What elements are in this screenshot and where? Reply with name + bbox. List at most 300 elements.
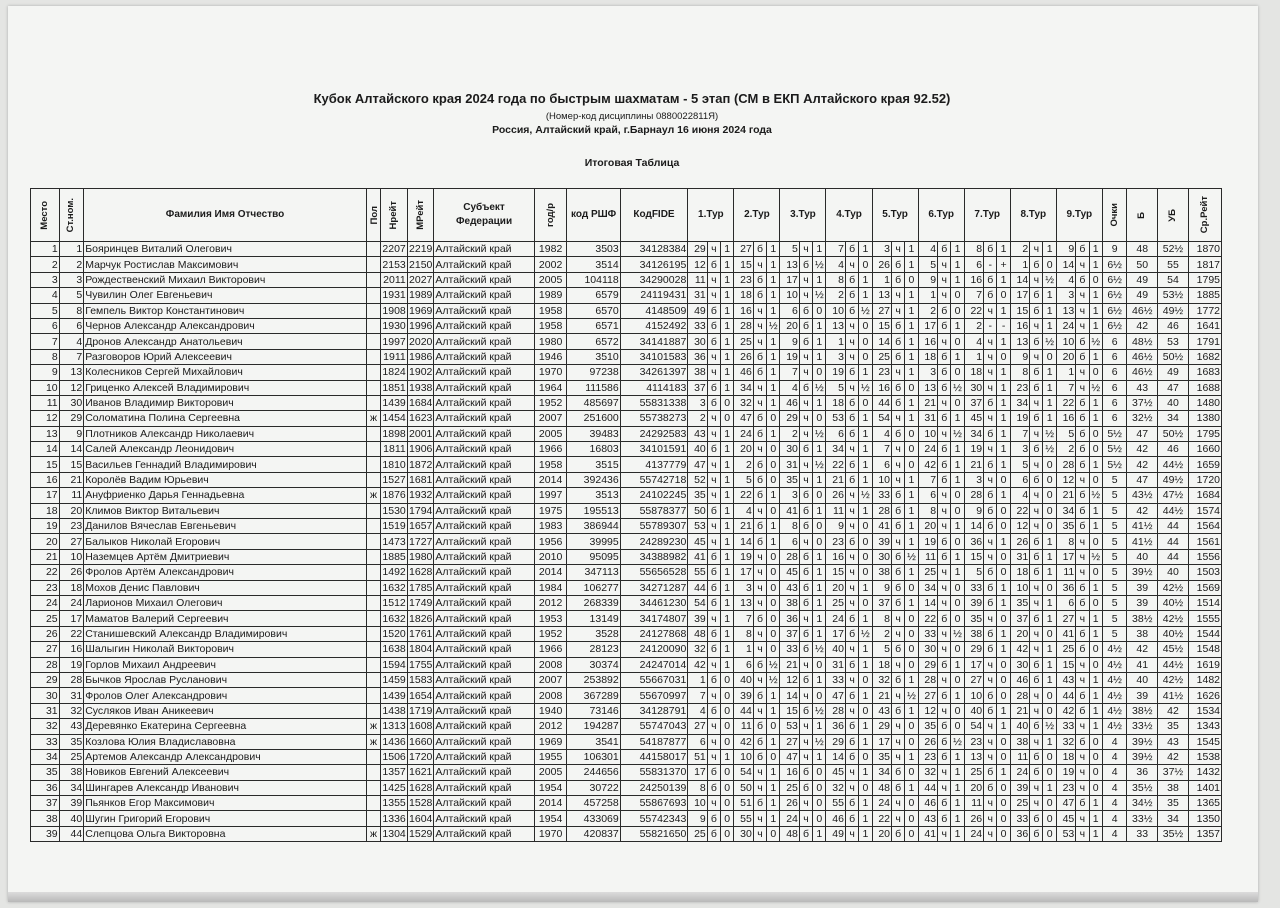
nrating-cell: 1355 — [382, 797, 406, 810]
round-opponent-cell: 34 — [826, 442, 845, 457]
header-start-no: Ст.ном. — [59, 189, 84, 242]
round-result-cell: 1 — [767, 349, 780, 364]
round-result-cell: 1 — [721, 242, 734, 257]
region-cell: Алтайский край — [434, 272, 534, 287]
round-opponent-cell: 25 — [872, 349, 891, 364]
round-color-cell: б — [1030, 472, 1043, 487]
round-result-cell: 0 — [1089, 749, 1102, 764]
round-opponent-cell: 5 — [872, 642, 891, 657]
round-result-cell: ½ — [1043, 442, 1056, 457]
round-opponent-cell: 46 — [1010, 672, 1029, 687]
round-result-cell: 0 — [905, 719, 918, 734]
player-name-cell: Соломатина Полина Сергеевна — [84, 411, 367, 426]
table-row — [31, 811, 1222, 826]
round-result-cell: 0 — [813, 519, 826, 534]
round-opponent-cell: 26 — [780, 796, 799, 811]
round-result-cell: 0 — [1089, 780, 1102, 795]
round-result-cell: 0 — [997, 780, 1010, 795]
place-cell: 9 — [31, 365, 60, 380]
place-cell: 4 — [31, 288, 60, 303]
player-name-cell: Чернов Александр Александрович — [84, 318, 367, 333]
round-color-cell: б — [845, 719, 858, 734]
rcf-code-cell: 3541 — [567, 734, 620, 749]
avg-rating-cell: 1688 — [1188, 380, 1221, 395]
round-opponent-cell: 17 — [1056, 549, 1075, 564]
round-result-cell: 0 — [813, 411, 826, 426]
round-opponent-cell: 17 — [918, 318, 937, 333]
round-opponent-cell: 2 — [872, 626, 891, 641]
round-result-cell: 0 — [997, 611, 1010, 626]
round-color-cell: ч — [1030, 688, 1043, 703]
table-row — [31, 349, 1222, 364]
round-result-cell: 1 — [951, 472, 964, 487]
round-opponent-cell: 27 — [872, 303, 891, 318]
round-result-cell: 0 — [951, 719, 964, 734]
round-color-cell: ч — [1030, 272, 1043, 287]
round-color-cell: б — [799, 703, 812, 718]
round-color-cell: ч — [1076, 380, 1089, 395]
round-opponent-cell: 13 — [1010, 334, 1029, 349]
round-result-cell: 1 — [721, 303, 734, 318]
round-opponent-cell: 18 — [1056, 749, 1075, 764]
birth-year-cell: 1940 — [534, 703, 567, 718]
start-no-cell: 15 — [59, 457, 84, 472]
round-opponent-cell: 44 — [734, 703, 753, 718]
round-result-cell: ½ — [951, 426, 964, 441]
round-result-cell: ½ — [859, 380, 872, 395]
sex-cell — [366, 811, 380, 826]
round-color-cell: б — [845, 426, 858, 441]
round-color-cell: б — [984, 765, 997, 780]
trunc-buchholz-cell: 53½ — [1158, 288, 1189, 303]
trunc-buchholz-cell: 40 — [1158, 565, 1189, 580]
round-result-cell: 0 — [813, 765, 826, 780]
round-opponent-cell: 1 — [1010, 257, 1029, 272]
round-color-cell: б — [1030, 749, 1043, 764]
round-opponent-cell: 17 — [826, 626, 845, 641]
avg-rating-cell: 1772 — [1188, 303, 1221, 318]
points-cell: 5 — [1102, 549, 1127, 564]
player-name-cell: Деревянко Екатерина Сергеевна — [84, 719, 367, 734]
birth-year-cell: 1970 — [534, 365, 567, 380]
round-result-cell: 0 — [905, 765, 918, 780]
nrating-cell: 1810 — [382, 458, 406, 471]
fide-code-cell: 24250139 — [620, 780, 688, 795]
table-row — [31, 642, 1222, 657]
trunc-buchholz-cell: 34 — [1158, 411, 1189, 426]
round-opponent-cell: 44 — [872, 395, 891, 410]
round-result-cell: 1 — [997, 442, 1010, 457]
round-color-cell: ч — [984, 826, 997, 841]
nrating-cell: 1930 — [382, 320, 406, 333]
round-result-cell: 1 — [997, 380, 1010, 395]
region-cell: Алтайский край — [434, 303, 534, 318]
round-result-cell: ½ — [859, 488, 872, 503]
round-result-cell: 0 — [1043, 626, 1056, 641]
round-color-cell: б — [845, 411, 858, 426]
round-result-cell: 1 — [997, 488, 1010, 503]
avg-rating-cell: 1817 — [1188, 257, 1221, 272]
round-color-cell: б — [707, 380, 720, 395]
header-round-4: 4.Тур — [826, 189, 872, 242]
round-result-cell: 0 — [905, 457, 918, 472]
round-result-cell: 1 — [859, 611, 872, 626]
round-result-cell: 0 — [997, 657, 1010, 672]
points-cell: 5½ — [1102, 457, 1127, 472]
fide-code-cell: 24289230 — [620, 534, 688, 549]
buchholz-cell: 36 — [1127, 765, 1158, 780]
round-opponent-cell: 37 — [872, 595, 891, 610]
round-result-cell: 1 — [905, 749, 918, 764]
round-result-cell: 0 — [951, 395, 964, 410]
header-place: Место — [31, 189, 60, 242]
round-color-cell: ч — [753, 642, 766, 657]
round-result-cell: 0 — [1089, 765, 1102, 780]
round-color-cell: ч — [753, 826, 766, 841]
points-cell: 5 — [1102, 565, 1127, 580]
round-result-cell: 0 — [1089, 534, 1102, 549]
birth-year-cell: 2014 — [534, 796, 567, 811]
round-opponent-cell: 16 — [872, 380, 891, 395]
round-opponent-cell: 45 — [826, 765, 845, 780]
round-result-cell: 1 — [997, 595, 1010, 610]
round-result-cell: 0 — [997, 826, 1010, 841]
round-color-cell: б — [753, 611, 766, 626]
page-title: Кубок Алтайского края 2024 года по быстрым шахматам - 5 этап (СМ в ЕКП Алтайского края 92.52) — [313, 91, 951, 106]
round-opponent-cell: 11 — [826, 503, 845, 518]
round-opponent-cell: 20 — [1056, 349, 1075, 364]
player-name-cell: Ануфриенко Дарья Геннадьевна — [84, 488, 367, 503]
start-no-cell: 8 — [59, 303, 84, 318]
buchholz-cell: 32½ — [1127, 411, 1158, 426]
avg-rating-cell: 1564 — [1188, 519, 1221, 534]
round-color-cell: б — [845, 734, 858, 749]
round-opponent-cell: 12 — [1056, 472, 1075, 487]
round-color-cell: б — [892, 380, 905, 395]
round-opponent-cell: 2 — [826, 288, 845, 303]
round-color-cell: б — [707, 765, 720, 780]
round-opponent-cell: 13 — [734, 595, 753, 610]
round-color-cell: б — [753, 688, 766, 703]
nrating-cell: 1439 — [382, 689, 406, 702]
round-result-cell: 0 — [859, 318, 872, 333]
round-opponent-cell: 3 — [734, 580, 753, 595]
rcf-code-cell: 195513 — [567, 503, 620, 518]
round-color-cell: ч — [1076, 365, 1089, 380]
round-opponent-cell: 45 — [1056, 811, 1075, 826]
round-color-cell: б — [799, 549, 812, 564]
round-result-cell: 0 — [859, 257, 872, 272]
round-opponent-cell: 23 — [734, 272, 753, 287]
sex-cell — [366, 457, 380, 472]
round-result-cell: 1 — [721, 349, 734, 364]
player-name-cell: Мохов Денис Павлович — [84, 580, 367, 595]
player-name-cell: Королёв Вадим Юрьевич — [84, 472, 367, 487]
rcf-code-cell: 39483 — [567, 426, 620, 441]
round-opponent-cell: 27 — [1056, 611, 1075, 626]
round-opponent-cell: 21 — [918, 395, 937, 410]
round-opponent-cell: 27 — [918, 688, 937, 703]
round-result-cell: 0 — [951, 703, 964, 718]
round-result-cell: 0 — [1089, 426, 1102, 441]
birth-year-cell: 1956 — [534, 534, 567, 549]
round-color-cell: б — [1030, 257, 1043, 272]
player-name-cell: Салей Александр Леонидович — [84, 442, 367, 457]
table-row — [31, 503, 1222, 518]
table-row — [31, 242, 1222, 257]
header-round-9: 9.Тур — [1056, 189, 1102, 242]
birth-year-cell: 1958 — [534, 318, 567, 333]
round-result-cell: 0 — [997, 734, 1010, 749]
round-color-cell: б — [1076, 595, 1089, 610]
fide-code-cell: 24119431 — [620, 288, 688, 303]
birth-year-cell: 2005 — [534, 272, 567, 287]
header-ub: УБ — [1158, 189, 1189, 242]
round-opponent-cell: 21 — [826, 472, 845, 487]
round-opponent-cell: 35 — [1056, 519, 1075, 534]
round-color-cell: б — [845, 749, 858, 764]
nrating-cell: 1520 — [382, 627, 406, 640]
start-no-cell: 27 — [59, 534, 84, 549]
round-result-cell: ½ — [1089, 549, 1102, 564]
round-result-cell: ½ — [1089, 380, 1102, 395]
round-color-cell: ч — [1076, 719, 1089, 734]
trunc-buchholz-cell: 44 — [1158, 534, 1189, 549]
birth-year-cell: 1966 — [534, 442, 567, 457]
trunc-buchholz-cell: 47½ — [1158, 488, 1189, 503]
round-opponent-cell: 35 — [688, 488, 707, 503]
buchholz-cell: 47 — [1127, 472, 1158, 487]
header-b: Б — [1127, 189, 1158, 242]
round-result-cell: 1 — [997, 719, 1010, 734]
region-cell: Алтайский край — [434, 580, 534, 595]
trunc-buchholz-cell: 52½ — [1158, 242, 1189, 257]
region-cell: Алтайский край — [434, 411, 534, 426]
round-opponent-cell: 44 — [1056, 688, 1075, 703]
nrating-cell: 1336 — [382, 812, 406, 825]
round-opponent-cell: 13 — [918, 380, 937, 395]
round-opponent-cell: 8 — [1056, 534, 1075, 549]
mrating-cell: 1604 — [409, 812, 433, 825]
round-color-cell: ч — [845, 780, 858, 795]
round-opponent-cell: 31 — [688, 288, 707, 303]
round-result-cell: 1 — [721, 472, 734, 487]
round-opponent-cell: 16 — [826, 549, 845, 564]
round-result-cell: 1 — [767, 242, 780, 257]
mrating-cell: 1660 — [409, 735, 433, 748]
nrating-cell: 1898 — [382, 427, 406, 440]
round-opponent-cell: 35 — [872, 749, 891, 764]
round-result-cell: 1 — [951, 272, 964, 287]
round-color-cell: ч — [799, 365, 812, 380]
round-color-cell: б — [753, 242, 766, 257]
player-name-cell: Новиков Евгений Алексеевич — [84, 765, 367, 780]
buchholz-cell: 46½ — [1127, 303, 1158, 318]
round-result-cell: ½ — [767, 672, 780, 687]
nrating-cell: 1530 — [382, 504, 406, 517]
round-opponent-cell: 31 — [780, 457, 799, 472]
round-opponent-cell: 23 — [826, 534, 845, 549]
table-row — [31, 334, 1222, 349]
round-color-cell: б — [938, 811, 951, 826]
round-result-cell: 0 — [813, 365, 826, 380]
points-cell: 4 — [1102, 780, 1127, 795]
birth-year-cell: 2012 — [534, 719, 567, 734]
round-color-cell: ч — [1030, 580, 1043, 595]
round-opponent-cell: 30 — [780, 442, 799, 457]
round-color-cell: ч — [984, 549, 997, 564]
buchholz-cell: 43½ — [1127, 488, 1158, 503]
round-opponent-cell: 4 — [826, 257, 845, 272]
round-result-cell: 1 — [721, 749, 734, 764]
table-row — [31, 257, 1222, 272]
buchholz-cell: 39 — [1127, 580, 1158, 595]
round-opponent-cell: 28 — [872, 503, 891, 518]
round-color-cell: ч — [938, 503, 951, 518]
round-result-cell: 1 — [997, 703, 1010, 718]
round-color-cell: б — [753, 426, 766, 441]
round-result-cell: 1 — [997, 457, 1010, 472]
round-color-cell: б — [799, 488, 812, 503]
round-color-cell: б — [938, 657, 951, 672]
avg-rating-cell: 1538 — [1188, 749, 1221, 764]
round-color-cell: б — [984, 503, 997, 518]
round-result-cell: 0 — [859, 549, 872, 564]
round-opponent-cell: 5 — [826, 380, 845, 395]
round-result-cell: 0 — [1043, 349, 1056, 364]
round-result-cell: 0 — [905, 734, 918, 749]
avg-rating-cell: 1480 — [1188, 395, 1221, 410]
birth-year-cell: 1946 — [534, 349, 567, 364]
round-opponent-cell: 28 — [964, 488, 983, 503]
nrating-cell: 1885 — [382, 551, 406, 563]
round-opponent-cell: 1 — [964, 349, 983, 364]
round-opponent-cell: 12 — [780, 672, 799, 687]
round-opponent-cell: 24 — [964, 826, 983, 841]
round-result-cell: 0 — [859, 349, 872, 364]
round-opponent-cell: 32 — [918, 765, 937, 780]
round-color-cell: ч — [707, 519, 720, 534]
table-row — [31, 534, 1222, 549]
start-no-cell: 14 — [59, 442, 84, 457]
sex-cell — [366, 765, 380, 780]
rcf-code-cell: 251600 — [567, 411, 620, 426]
round-opponent-cell: 40 — [688, 442, 707, 457]
round-result-cell: 1 — [859, 580, 872, 595]
round-color-cell: ч — [892, 796, 905, 811]
fide-code-cell: 55667031 — [620, 672, 688, 687]
round-result-cell: 1 — [813, 549, 826, 564]
avg-rating-cell: 1659 — [1188, 457, 1221, 472]
sex-cell — [366, 426, 380, 441]
round-result-cell: 0 — [859, 749, 872, 764]
header-rcf: код РШФ — [567, 189, 620, 242]
start-no-cell: 6 — [59, 318, 84, 333]
round-result-cell: 0 — [767, 457, 780, 472]
round-color-cell: б — [1030, 672, 1043, 687]
round-color-cell: ч — [1030, 395, 1043, 410]
table-row — [31, 611, 1222, 626]
round-opponent-cell: 28 — [734, 318, 753, 333]
start-no-cell: 1 — [59, 242, 84, 257]
round-opponent-cell: 41 — [918, 826, 937, 841]
round-opponent-cell: 13 — [964, 749, 983, 764]
round-opponent-cell: 9 — [918, 272, 937, 287]
table-row — [31, 288, 1222, 303]
round-result-cell: 1 — [1089, 349, 1102, 364]
mrating-cell: 1872 — [409, 458, 433, 471]
trunc-buchholz-cell: 42½ — [1158, 611, 1189, 626]
nrating-cell: 1911 — [381, 349, 408, 364]
round-color-cell: б — [707, 318, 720, 333]
round-result-cell: 1 — [1043, 534, 1056, 549]
round-color-cell: б — [1076, 642, 1089, 657]
round-result-cell: 1 — [767, 303, 780, 318]
round-opponent-cell: 6 — [734, 657, 753, 672]
round-opponent-cell: 13 — [1056, 303, 1075, 318]
trunc-buchholz-cell: 44 — [1158, 549, 1189, 564]
trunc-buchholz-cell: 50½ — [1158, 349, 1189, 364]
round-result-cell: ½ — [813, 426, 826, 441]
round-opponent-cell: 19 — [826, 365, 845, 380]
avg-rating-cell: 1626 — [1188, 688, 1221, 703]
round-color-cell: б — [1076, 426, 1089, 441]
round-opponent-cell: 28 — [918, 672, 937, 687]
round-opponent-cell: 9 — [872, 580, 891, 595]
rcf-code-cell: 3514 — [567, 257, 620, 272]
round-opponent-cell: 24 — [918, 442, 937, 457]
round-color-cell: ч — [1030, 242, 1043, 257]
mrating-cell: 2150 — [409, 258, 433, 271]
player-name-cell: Колесников Сергей Михайлович — [84, 365, 367, 380]
round-color-cell: ч — [1076, 611, 1089, 626]
birth-year-cell: 1958 — [534, 457, 567, 472]
region-cell: Алтайский край — [434, 334, 534, 349]
round-opponent-cell: 20 — [780, 318, 799, 333]
round-opponent-cell: 2 — [688, 411, 707, 426]
round-opponent-cell: 50 — [734, 780, 753, 795]
player-name-cell: Бычков Ярослав Русланович — [84, 672, 367, 687]
nrating-cell: 1632 — [382, 581, 406, 594]
round-opponent-cell: 55 — [734, 811, 753, 826]
round-color-cell: ч — [938, 272, 951, 287]
round-opponent-cell: 26 — [1010, 534, 1029, 549]
round-color-cell: б — [753, 349, 766, 364]
round-result-cell: 0 — [767, 580, 780, 595]
round-opponent-cell: 14 — [780, 688, 799, 703]
round-opponent-cell: 34 — [918, 580, 937, 595]
round-result-cell: 1 — [813, 503, 826, 518]
round-result-cell: 1 — [767, 288, 780, 303]
round-color-cell: ч — [1030, 503, 1043, 518]
round-color-cell: б — [938, 411, 951, 426]
round-result-cell: 1 — [721, 272, 734, 287]
rcf-code-cell: 433069 — [567, 811, 620, 826]
place-cell: 7 — [31, 334, 60, 349]
round-result-cell: 0 — [721, 719, 734, 734]
round-result-cell: 1 — [767, 811, 780, 826]
sex-cell: ж — [366, 411, 380, 426]
points-cell: 4½ — [1102, 672, 1127, 687]
round-result-cell: 1 — [767, 734, 780, 749]
round-opponent-cell: 15 — [826, 565, 845, 580]
round-color-cell: ч — [753, 626, 766, 641]
round-color-cell: б — [799, 519, 812, 534]
round-color-cell: б — [753, 796, 766, 811]
round-opponent-cell: 9 — [1056, 242, 1075, 257]
round-color-cell: б — [799, 595, 812, 610]
round-opponent-cell: 2 — [964, 318, 983, 333]
